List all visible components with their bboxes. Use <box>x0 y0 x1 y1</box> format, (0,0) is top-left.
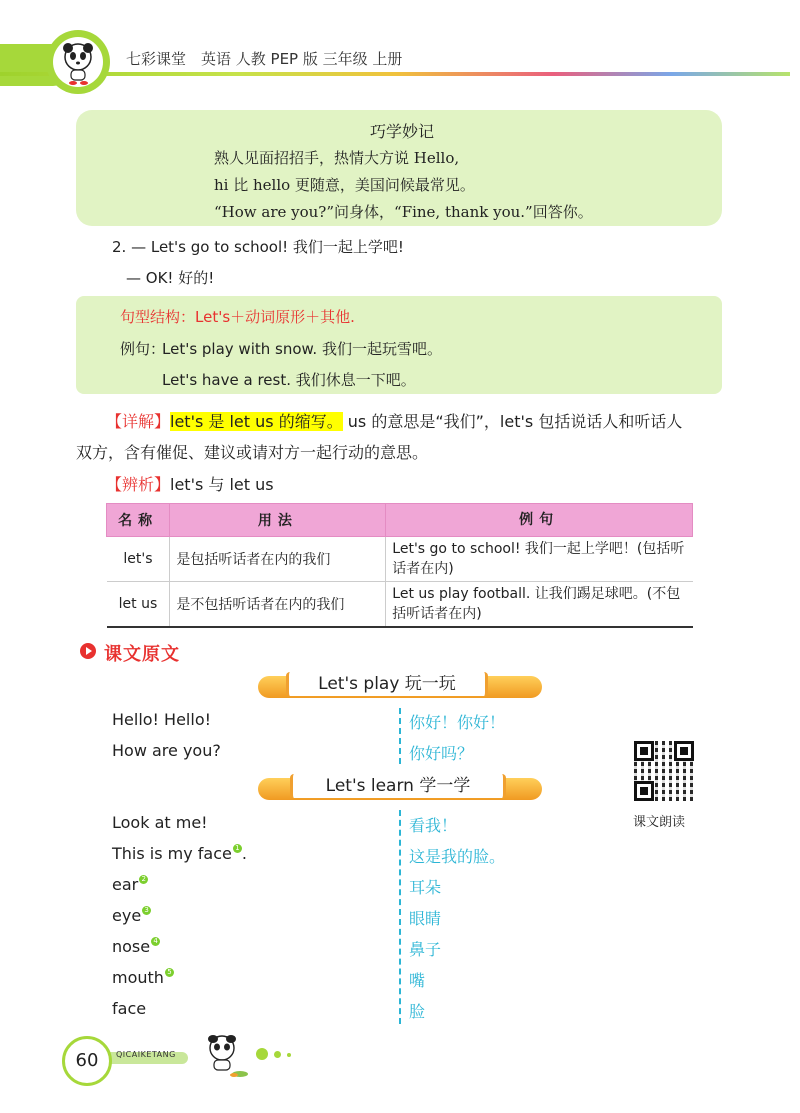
example-1: Let's play with snow. 我们一起玩雪吧。 <box>162 340 442 358</box>
divider-dashed <box>399 810 401 1024</box>
table-cell: 是不包括听话者在内的我们 <box>170 582 386 628</box>
table-header-example: 例句 <box>386 504 693 537</box>
decor-dot <box>274 1051 281 1058</box>
learn-en-2-tail: . <box>241 844 247 863</box>
learn-en-3-text: ear <box>112 875 139 894</box>
table-cell: let's <box>107 537 170 582</box>
table-cell: Let us play football. 让我们踢足球吧。(不包括听话者在内) <box>386 582 693 628</box>
learn-en-1: Look at me! <box>112 813 208 832</box>
table-row <box>107 537 693 582</box>
detail-rest: us 的意思是“我们”，let's 包括说话人和听话人 <box>342 412 683 431</box>
learn-en-3 <box>112 875 148 894</box>
page-number: 60 <box>62 1036 112 1086</box>
banner-play: Let's play 玩一玩 <box>286 672 488 696</box>
learn-zh-4: 眼睛 <box>409 909 442 928</box>
analysis-text: let's 与 let us <box>170 475 274 494</box>
learn-en-5-text: nose <box>112 937 151 956</box>
learn-zh-2: 这是我的脸。 <box>409 847 506 866</box>
tip-line-1: 熟人见面招招手，热情大方说 Hello, <box>214 149 460 167</box>
section-title: 课文原文 <box>104 644 180 665</box>
header-rainbow-bar <box>0 72 790 76</box>
banner-learn: Let's learn 学一学 <box>290 774 506 798</box>
footer-brand: QICAIKETANG <box>116 1050 176 1059</box>
table-cell: Let's go to school! 我们一起上学吧！(包括听话者在内) <box>386 537 693 582</box>
learn-en-6-text: mouth <box>112 968 164 987</box>
divider-dashed <box>399 708 401 764</box>
tip-title: 巧学妙记 <box>370 122 435 141</box>
learn-en-4-text: eye <box>112 906 142 925</box>
note-marker: 5 <box>165 968 174 977</box>
example-label: 例句： <box>120 340 166 358</box>
tip-line-2: hi 比 hello 更随意，美国问候最常见。 <box>214 176 475 194</box>
table-header-name: 名称 <box>107 504 170 537</box>
note-marker: 1 <box>233 844 242 853</box>
play-zh-2: 你好吗？ <box>409 744 474 763</box>
play-zh-1: 你好！你好！ <box>409 713 506 732</box>
detail-line-2: 双方，含有催促、建议或请对方一起行动的意思。 <box>76 443 429 462</box>
play-en-1: Hello! Hello! <box>112 710 212 729</box>
panda-mascot-icon <box>53 37 103 87</box>
analysis-line <box>106 472 274 495</box>
learn-zh-1: 看我！ <box>409 816 458 835</box>
structure-pattern: 句型结构：Let's＋动词原形＋其他. <box>120 308 355 326</box>
decor-dot <box>256 1048 268 1060</box>
sentence-2-line-2: — OK! 好的! <box>126 269 215 287</box>
comparison-table <box>106 503 693 628</box>
learn-en-2-text: This is my face <box>112 844 232 863</box>
learn-zh-7: 脸 <box>409 1002 426 1021</box>
detail-highlight: let's 是 let us 的缩写。 <box>170 412 343 431</box>
learn-en-2 <box>112 844 247 863</box>
learn-zh-3: 耳朵 <box>409 878 442 897</box>
qr-label: 课文朗读 <box>633 815 686 830</box>
example-2: Let's have a rest. 我们休息一下吧。 <box>162 371 416 389</box>
table-header-usage: 用法 <box>170 504 386 537</box>
learn-zh-6: 嘴 <box>409 971 426 990</box>
play-en-2: How are you? <box>112 741 221 760</box>
analysis-tag: 【辨析】 <box>106 475 171 494</box>
play-arrow-icon <box>80 643 96 659</box>
learn-en-4 <box>112 906 151 925</box>
table-row <box>107 582 693 628</box>
note-marker: 2 <box>139 875 148 884</box>
note-marker: 4 <box>151 937 160 946</box>
tip-line-3: “How are you?”问身体，“Fine, thank you.”回答你。 <box>214 203 593 221</box>
header-title: 七彩课堂 英语 人教 PEP 版 三年级 上册 <box>126 50 403 68</box>
note-marker: 3 <box>142 906 151 915</box>
decor-dot <box>287 1053 291 1057</box>
table-cell: 是包括听话者在内的我们 <box>170 537 386 582</box>
detail-tag: 【详解】 <box>106 412 171 431</box>
table-cell: let us <box>107 582 170 628</box>
sentence-2-line-1: 2. — Let's go to school! 我们一起上学吧! <box>112 238 404 256</box>
learn-en-7: face <box>112 999 147 1018</box>
panda-footer-icon <box>198 1030 254 1084</box>
detail-paragraph <box>106 409 682 432</box>
learn-en-6 <box>112 968 174 987</box>
learn-zh-5: 鼻子 <box>409 940 442 959</box>
learn-en-5 <box>112 937 160 956</box>
